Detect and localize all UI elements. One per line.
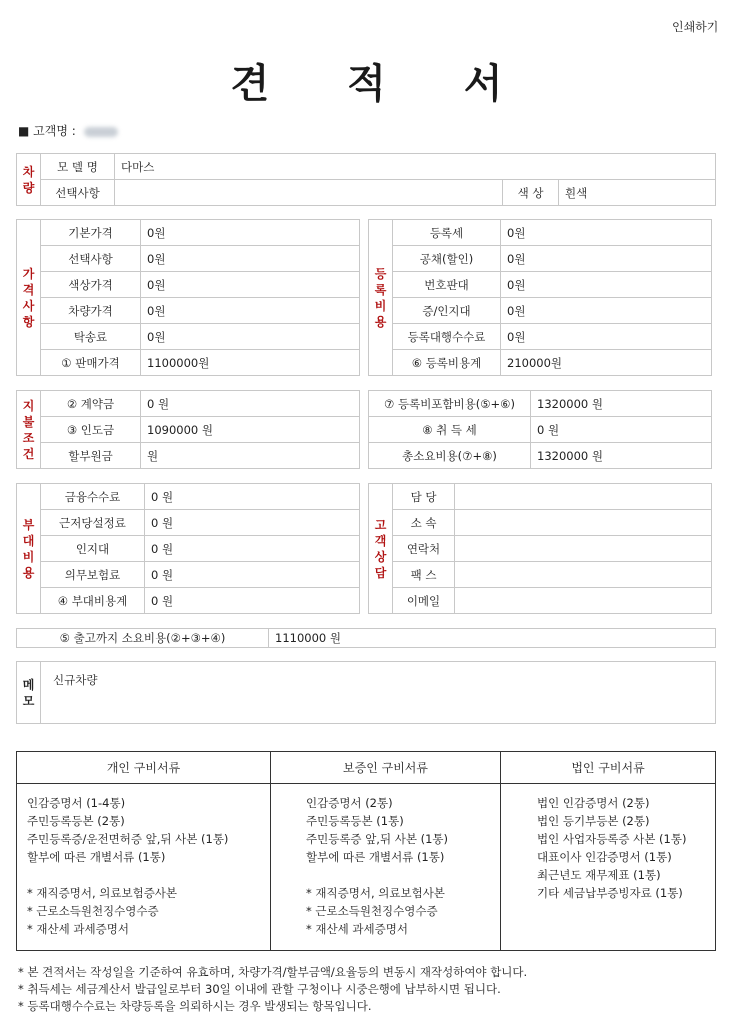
price-row-label: ① 판매가격 bbox=[41, 350, 141, 376]
extra-costs-table bbox=[16, 483, 360, 614]
document-item: 할부에 따른 개별서류 (1통) bbox=[27, 850, 166, 864]
consult-row-value bbox=[455, 484, 712, 510]
consult-row-value bbox=[455, 536, 712, 562]
payment-row-label: ③ 인도금 bbox=[41, 417, 141, 443]
extra-row-value: 0 원 bbox=[145, 588, 360, 614]
memo-section-label: 메 모 bbox=[17, 662, 41, 724]
registration-row-value: 0원 bbox=[501, 272, 712, 298]
totals-row-label: ⑦ 등록비포함비용(⑤+⑥) bbox=[369, 391, 531, 417]
totals-table bbox=[368, 390, 712, 469]
memo-table bbox=[16, 661, 716, 724]
note-line: * 취득세는 세금계산서 발급일로부터 30일 이내에 관할 구청이나 시중은행에 납부하시면 됩니다. bbox=[18, 982, 501, 996]
page-title: 견 적 서 bbox=[230, 60, 535, 107]
vehicle-section-label: 차 량 bbox=[17, 154, 41, 206]
totals-row-label: ⑧ 취 득 세 bbox=[369, 417, 531, 443]
totals-row-value: 0 원 bbox=[531, 417, 712, 443]
consult-row-value bbox=[455, 510, 712, 536]
registration-row-label: 증/인지대 bbox=[393, 298, 501, 324]
personal-documents bbox=[17, 752, 271, 950]
consult-section-label: 고 객 상 담 bbox=[369, 484, 393, 614]
consult-row-value bbox=[455, 562, 712, 588]
consult-row-label: 팩 스 bbox=[393, 562, 455, 588]
delivery-total-value: 1110000 원 bbox=[269, 629, 716, 648]
registration-row-value: 0원 bbox=[501, 246, 712, 272]
extra-row-label: ④ 부대비용계 bbox=[41, 588, 145, 614]
corporate-documents-header: 법인 구비서류 bbox=[501, 752, 715, 784]
delivery-total-label: ⑤ 출고까지 소요비용(②+③+④) bbox=[17, 629, 269, 648]
payment-section-label: 지 불 조 건 bbox=[17, 391, 41, 469]
model-label: 모 델 명 bbox=[41, 154, 115, 180]
consult-row-label: 연락처 bbox=[393, 536, 455, 562]
document-item: 기타 세금납부증빙자료 (1통) bbox=[537, 886, 683, 900]
extra-row-label: 금융수수료 bbox=[41, 484, 145, 510]
registration-row-value: 0원 bbox=[501, 298, 712, 324]
required-documents bbox=[16, 751, 716, 951]
guarantor-documents bbox=[271, 752, 501, 950]
price-row-label: 선택사항 bbox=[41, 246, 141, 272]
document-item: 대표이사 인감증명서 (1통) bbox=[537, 850, 672, 864]
extra-section-label: 부 대 비 용 bbox=[17, 484, 41, 614]
price-table bbox=[16, 219, 360, 376]
document-extra: * 재산세 과세증명서 bbox=[27, 922, 129, 936]
extra-row-value: 0 원 bbox=[145, 510, 360, 536]
registration-row-label: 등록대행수수료 bbox=[393, 324, 501, 350]
payment-row-value: 0 원 bbox=[141, 391, 360, 417]
price-row-value: 0원 bbox=[141, 298, 360, 324]
consult-row-label: 담 당 bbox=[393, 484, 455, 510]
price-row-label: 탁송료 bbox=[41, 324, 141, 350]
model-value: 다마스 bbox=[115, 154, 716, 180]
consult-row-value bbox=[455, 588, 712, 614]
document-item: 주민등록증/운전면허증 앞,뒤 사본 (1통) bbox=[27, 832, 229, 846]
payment-row-value: 원 bbox=[141, 443, 360, 469]
document-item: 주민등록증 앞,뒤 사본 (1통) bbox=[306, 832, 449, 846]
consult-row-label: 이메일 bbox=[393, 588, 455, 614]
extra-row-value: 0 원 bbox=[145, 484, 360, 510]
document-extra: * 재산세 과세증명서 bbox=[306, 922, 408, 936]
document-item: 인감증명서 (1-4통) bbox=[27, 796, 126, 810]
consult-table bbox=[368, 483, 712, 614]
price-row-value: 0원 bbox=[141, 220, 360, 246]
registration-row-label: 등록세 bbox=[393, 220, 501, 246]
customer-name-row bbox=[18, 122, 118, 139]
price-section-label: 가 격 사 항 bbox=[17, 220, 41, 376]
registration-row-label: 번호판대 bbox=[393, 272, 501, 298]
registration-row-value: 0원 bbox=[501, 220, 712, 246]
document-item: 법인 사업자등록증 사본 (1통) bbox=[537, 832, 687, 846]
document-item: 최근년도 재무제표 (1통) bbox=[537, 868, 661, 882]
document-extra: * 근로소득원천징수영수증 bbox=[27, 904, 159, 918]
price-row-value: 0원 bbox=[141, 324, 360, 350]
document-item: 할부에 따른 개별서류 (1통) bbox=[306, 850, 445, 864]
consult-row-label: 소 속 bbox=[393, 510, 455, 536]
color-value: 흰색 bbox=[559, 180, 716, 206]
document-item: 주민등록등본 (2통) bbox=[27, 814, 125, 828]
document-item: 법인 등기부등본 (2통) bbox=[537, 814, 650, 828]
extra-row-label: 근저당설정료 bbox=[41, 510, 145, 536]
vehicle-table bbox=[16, 153, 716, 206]
document-item: 인감증명서 (2통) bbox=[306, 796, 393, 810]
price-row-label: 기본가격 bbox=[41, 220, 141, 246]
print-button[interactable]: 인쇄하기 bbox=[672, 20, 719, 34]
registration-row-label: 공채(할인) bbox=[393, 246, 501, 272]
document-extra: * 재직증명서, 의료보험사본 bbox=[306, 886, 445, 900]
price-row-label: 색상가격 bbox=[41, 272, 141, 298]
registration-table bbox=[368, 219, 712, 376]
totals-row-value: 1320000 원 bbox=[531, 391, 712, 417]
document-item: 주민등록등본 (1통) bbox=[306, 814, 404, 828]
note-line: * 등록대행수수료는 차량등록을 의뢰하시는 경우 발생되는 항목입니다. bbox=[18, 999, 372, 1013]
personal-documents-header: 개인 구비서류 bbox=[17, 752, 270, 784]
payment-table bbox=[16, 390, 360, 469]
note-line: * 본 견적서는 작성일을 기준하여 유효하며, 차량가격/할부금액/요율등의 변동시 재작성하여야 합니다. bbox=[18, 965, 528, 979]
registration-row-label: ⑥ 등록비용계 bbox=[393, 350, 501, 376]
extra-row-label: 의무보험료 bbox=[41, 562, 145, 588]
price-row-value: 1100000원 bbox=[141, 350, 360, 376]
extra-row-value: 0 원 bbox=[145, 536, 360, 562]
payment-row-value: 1090000 원 bbox=[141, 417, 360, 443]
extra-row-value: 0 원 bbox=[145, 562, 360, 588]
customer-name-label: ■ 고객명 : bbox=[18, 124, 76, 138]
color-label: 색 상 bbox=[503, 180, 559, 206]
registration-row-value: 210000원 bbox=[501, 350, 712, 376]
price-row-value: 0원 bbox=[141, 246, 360, 272]
payment-row-label: ② 계약금 bbox=[41, 391, 141, 417]
delivery-total-table bbox=[16, 628, 716, 648]
price-row-label: 차량가격 bbox=[41, 298, 141, 324]
registration-section-label: 등 록 비 용 bbox=[369, 220, 393, 376]
totals-row-label: 총소요비용(⑦+⑧) bbox=[369, 443, 531, 469]
corporate-documents bbox=[501, 752, 715, 950]
guarantor-documents-header: 보증인 구비서류 bbox=[271, 752, 500, 784]
payment-row-label: 할부원금 bbox=[41, 443, 141, 469]
customer-name-redacted bbox=[84, 127, 118, 137]
document-item: 법인 인감증명서 (2통) bbox=[537, 796, 650, 810]
options-label: 선택사항 bbox=[41, 180, 115, 206]
registration-row-value: 0원 bbox=[501, 324, 712, 350]
price-row-value: 0원 bbox=[141, 272, 360, 298]
memo-value: 신규차량 bbox=[41, 662, 716, 724]
options-value bbox=[115, 180, 503, 206]
document-extra: * 근로소득원천징수영수증 bbox=[306, 904, 438, 918]
document-extra: * 재직증명서, 의료보험증사본 bbox=[27, 886, 178, 900]
totals-row-value: 1320000 원 bbox=[531, 443, 712, 469]
footer-notes bbox=[18, 964, 527, 1015]
extra-row-label: 인지대 bbox=[41, 536, 145, 562]
